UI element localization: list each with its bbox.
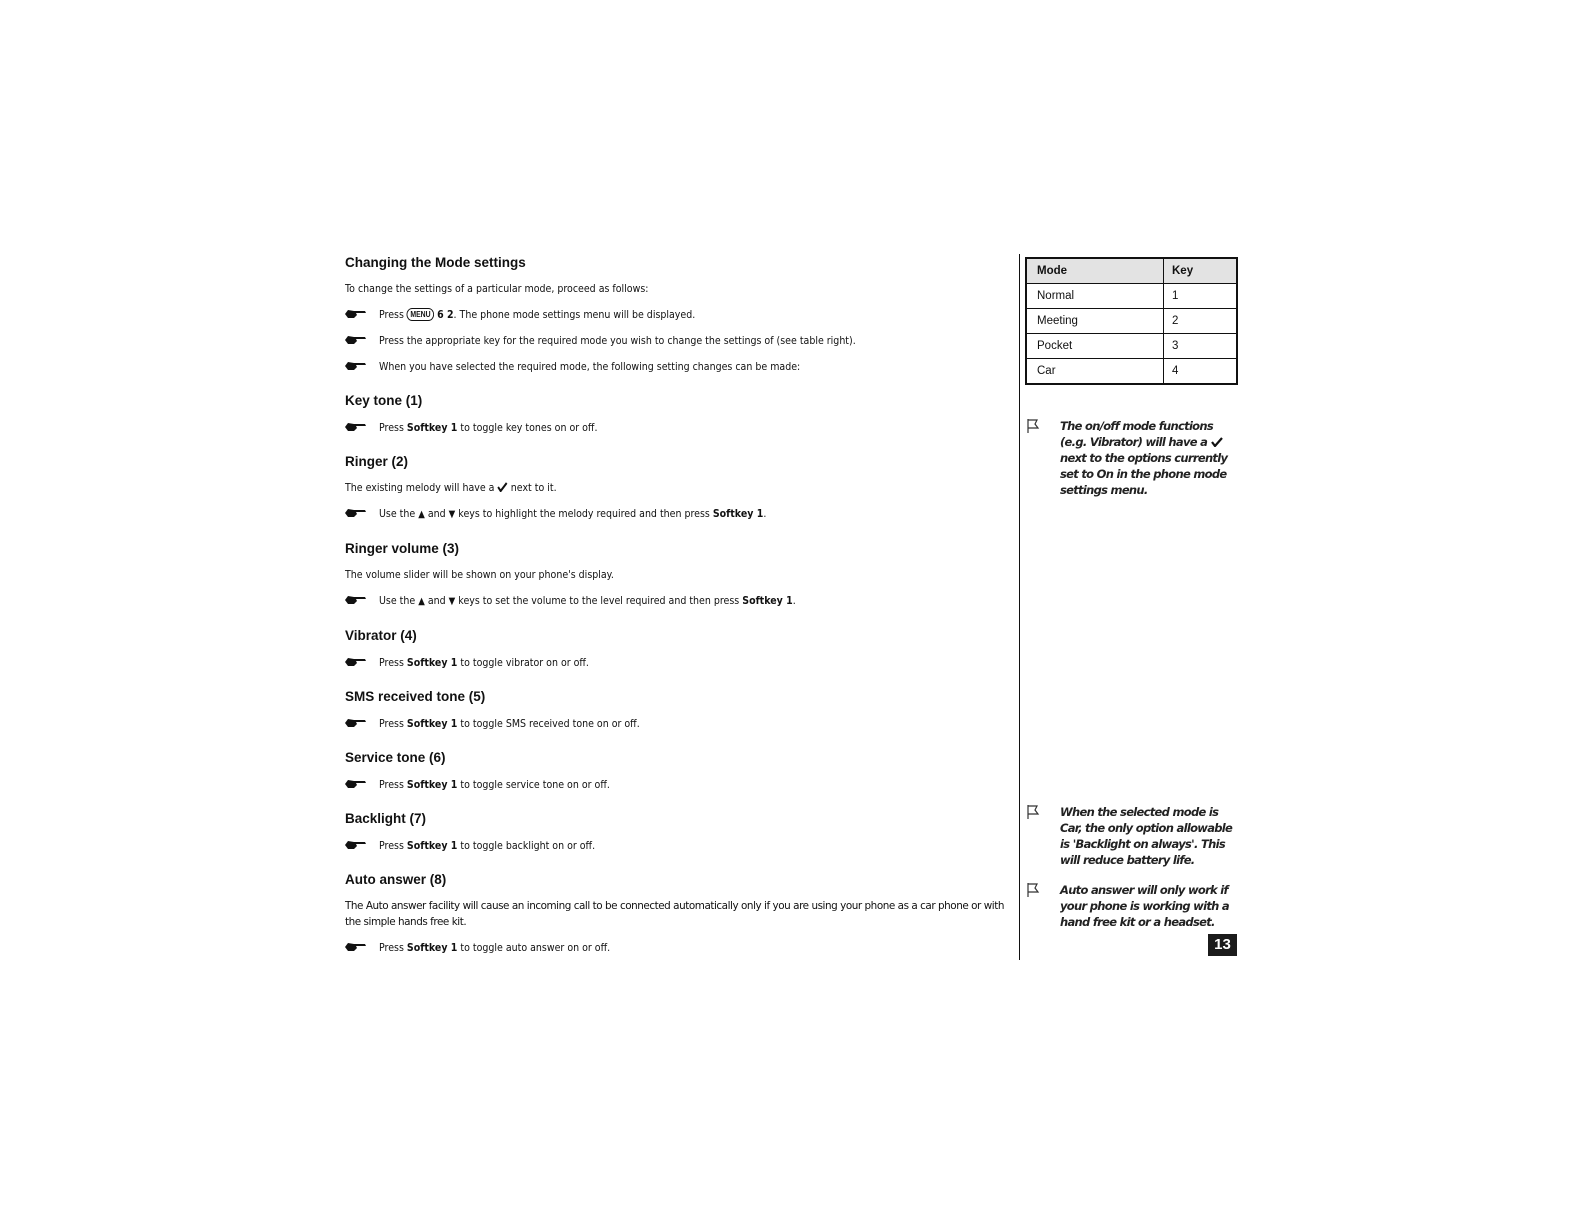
pointing-hand-icon — [345, 717, 367, 729]
table-cell-key: 2 — [1164, 309, 1238, 334]
list-item: Press the appropriate key for the required mode you wish to change the settings of (see table right). — [345, 332, 1015, 349]
ringer-volume-para: The volume slider will be shown on your phone's display. — [345, 568, 614, 581]
table-header-mode: Mode — [1026, 258, 1164, 284]
side-note — [1027, 418, 1237, 498]
up-triangle-icon: ▲ — [418, 509, 425, 520]
list-item: When you have selected the required mode, the following setting changes can be made: — [345, 358, 1015, 375]
section-title-sms-tone: SMS received tone (5) — [345, 689, 486, 704]
note-flag-icon — [1027, 804, 1043, 820]
table-cell-mode: Meeting — [1026, 309, 1164, 334]
table-header-row — [1026, 258, 1237, 284]
note-text: When the selected mode is Car, the only option allowable is 'Backlight on always'. This will reduce battery life. — [1060, 805, 1233, 867]
section-title-changing-mode: Changing the Mode settings — [345, 255, 526, 270]
table-row — [1026, 284, 1237, 309]
side-note — [1027, 804, 1237, 868]
pointing-hand-icon — [345, 778, 367, 790]
main-column — [345, 254, 1015, 956]
pointing-hand-icon — [345, 334, 367, 346]
checkmark-icon — [1211, 437, 1223, 447]
list-item: Press Softkey 1 to toggle SMS received tone on or off. — [345, 715, 1015, 732]
section-title-backlight: Backlight (7) — [345, 811, 427, 826]
table-header-key: Key — [1164, 258, 1238, 284]
section-title-ringer: Ringer (2) — [345, 454, 409, 469]
section-title-key-tone: Key tone (1) — [345, 393, 423, 408]
pointing-hand-icon — [345, 421, 367, 433]
pointing-hand-icon — [345, 360, 367, 372]
table-cell-key: 4 — [1164, 359, 1238, 385]
table-row — [1026, 359, 1237, 385]
auto-answer-para: The Auto answer facility will cause an incoming call to be connected automatically only if you are using your phone as a car phone or with the simple hands free kit. — [345, 900, 1004, 928]
pointing-hand-icon — [345, 507, 367, 519]
list-item: Press Softkey 1 to toggle auto answer on or off. — [345, 939, 1015, 956]
mode-key-table — [1025, 257, 1238, 385]
table-cell-mode: Normal — [1026, 284, 1164, 309]
down-triangle-icon: ▼ — [448, 596, 456, 607]
pointing-hand-icon — [345, 839, 367, 851]
pointing-hand-icon — [345, 656, 367, 668]
note-flag-icon — [1027, 882, 1043, 898]
section-title-auto-answer: Auto answer (8) — [345, 872, 447, 887]
checkmark-icon — [497, 482, 507, 492]
ringer-para: The existing melody will have a next to it. — [345, 481, 557, 494]
table-cell-key: 1 — [1164, 284, 1238, 309]
down-triangle-icon: ▼ — [448, 509, 456, 520]
pointing-hand-icon — [345, 308, 367, 320]
pointing-hand-icon — [345, 941, 367, 953]
list-item: Press Softkey 1 to toggle vibrator on or off. — [345, 654, 1015, 671]
menu-key-icon: MENU — [407, 308, 434, 321]
table-row — [1026, 334, 1237, 359]
table-cell-mode: Pocket — [1026, 334, 1164, 359]
column-divider — [1019, 254, 1020, 960]
note-text: Auto answer will only work if your phone is working with a hand free kit or a headset. — [1060, 883, 1229, 929]
page-number: 13 — [1208, 934, 1237, 956]
intro-lead: To change the settings of a particular mode, proceed as follows: — [345, 282, 649, 295]
list-item: Press MENU 6 2. The phone mode settings menu will be displayed. — [345, 306, 1015, 323]
list-item: Use the ▲ and ▼ keys to highlight the melody required and then press Softkey 1. — [345, 505, 1015, 523]
list-item: Press Softkey 1 to toggle backlight on or off. — [345, 837, 1015, 854]
section-title-vibrator: Vibrator (4) — [345, 628, 417, 643]
up-triangle-icon: ▲ — [418, 596, 425, 607]
table-cell-mode: Car — [1026, 359, 1164, 385]
section-title-service-tone: Service tone (6) — [345, 750, 446, 765]
table-cell-key: 3 — [1164, 334, 1238, 359]
side-note — [1027, 882, 1237, 930]
list-item: Press Softkey 1 to toggle key tones on or off. — [345, 419, 1015, 436]
pointing-hand-icon — [345, 594, 367, 606]
table-row — [1026, 309, 1237, 334]
list-item: Use the ▲ and ▼ keys to set the volume to the level required and then press Softkey 1. — [345, 592, 1015, 610]
note-text: The on/off mode functions (e.g. Vibrator) will have a next to the options currently set to On in the phone mode settings menu. — [1060, 419, 1228, 497]
list-item: Press Softkey 1 to toggle service tone on or off. — [345, 776, 1015, 793]
section-title-ringer-volume: Ringer volume (3) — [345, 541, 460, 556]
note-flag-icon — [1027, 418, 1043, 434]
